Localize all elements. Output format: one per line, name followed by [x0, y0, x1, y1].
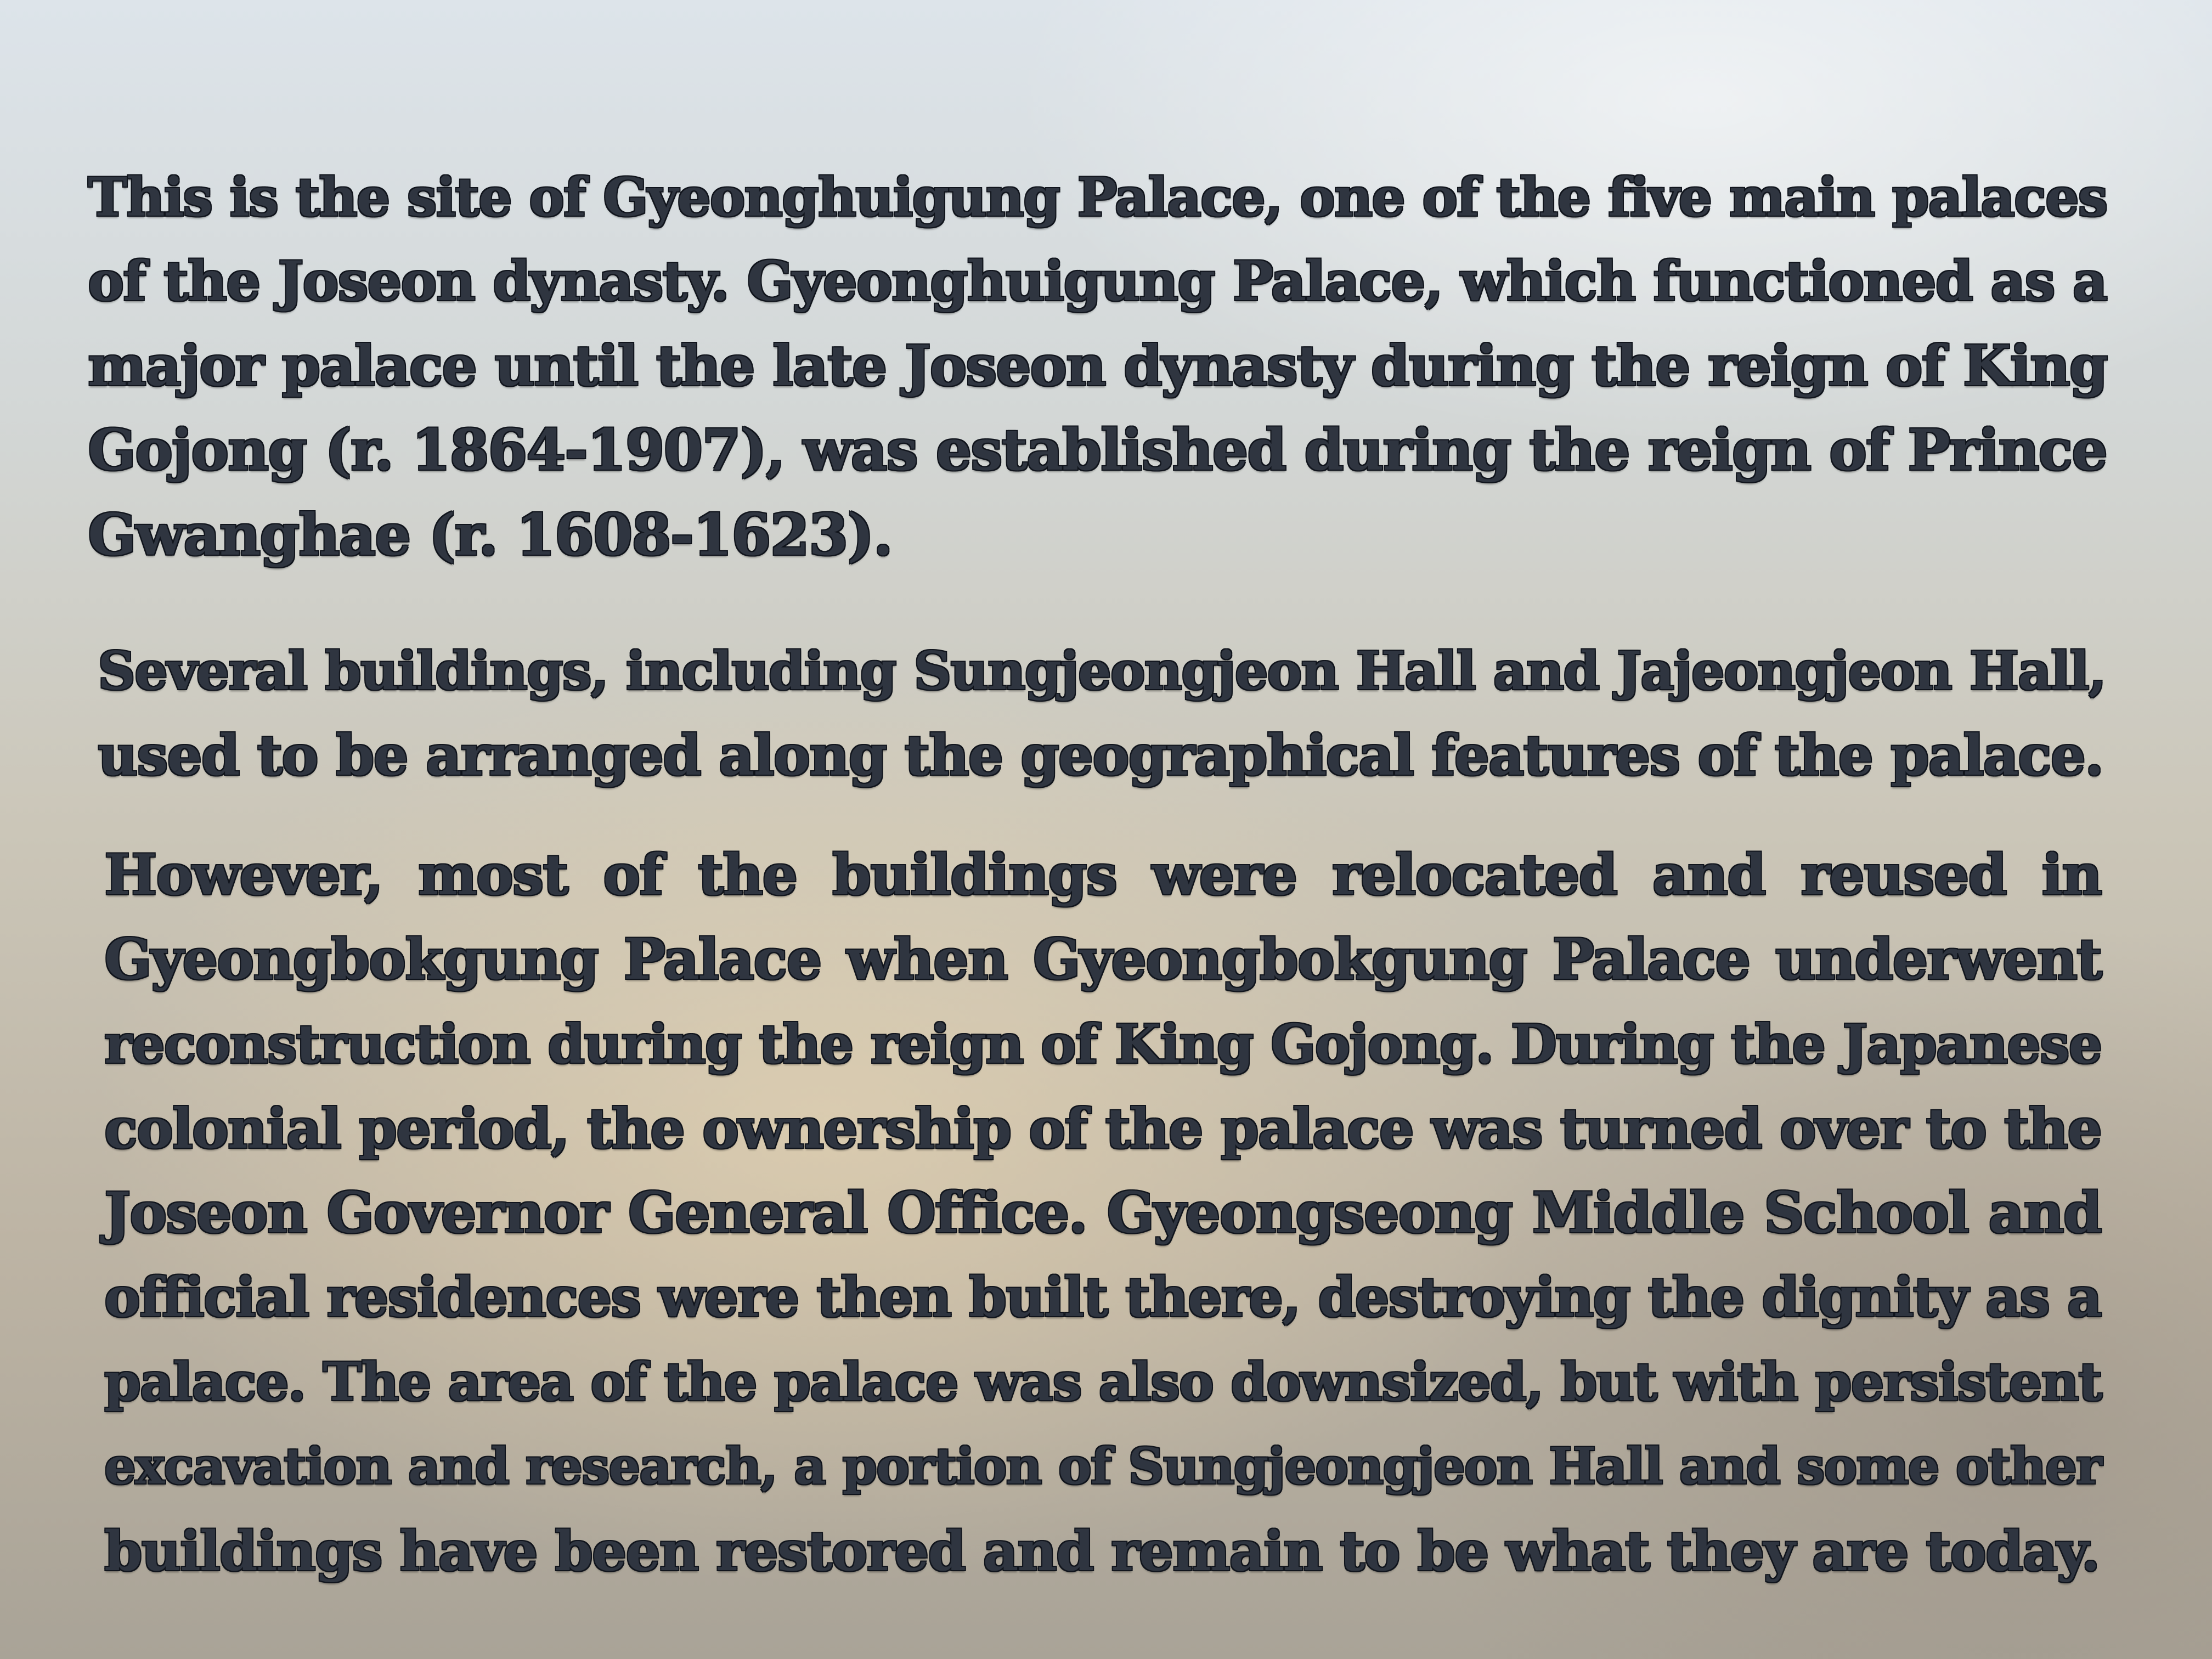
text-line: palace. The area of the palace was also downsized, but with persistent [104, 1351, 2102, 1413]
text-line: Several buildings, including Sungjeongjeon Hall and Jajeongjeon Hall, [98, 640, 2106, 702]
paragraph-buildings [98, 629, 2106, 798]
text-line: colonial period, the ownership of the palace was turned over to the [104, 1096, 2101, 1161]
text-line: Gwanghae (r. 1608-1623). [88, 501, 892, 568]
text-line: reconstruction during the reign of King Gojong. During the Japanese [104, 1013, 2102, 1075]
text-line: Gojong (r. 1864-1907), was established during the reign of Prince [88, 417, 2107, 483]
text-line: major palace until the late Joseon dynasty during the reign of King [88, 333, 2107, 398]
text-line: buildings have been restored and remain to be what they are today. [104, 1519, 2100, 1583]
paragraph-relocation-restoration [104, 833, 2101, 1593]
text-line: However, most of the buildings were relocated and reused in [104, 842, 2102, 908]
text-line: This is the site of Gyeonghuigung Palace, one of the five main palaces [88, 166, 2107, 228]
paragraph-palace-history [88, 155, 2107, 577]
text-line: Joseon Governor General Office. Gyeongseong Middle School and [104, 1180, 2101, 1246]
text-line: Gyeongbokgung Palace when Gyeongbokgung Palace underwent [104, 927, 2102, 992]
text-line: used to be arranged along the geographical features of the palace. [98, 723, 2103, 788]
text-line: official residences were then built there, destroying the dignity as a [104, 1266, 2102, 1329]
text-line: of the Joseon dynasty. Gyeonghuigung Palace, which functioned as a [88, 250, 2107, 313]
text-line: excavation and research, a portion of Sungjeongjeon Hall and some other [104, 1437, 2101, 1496]
